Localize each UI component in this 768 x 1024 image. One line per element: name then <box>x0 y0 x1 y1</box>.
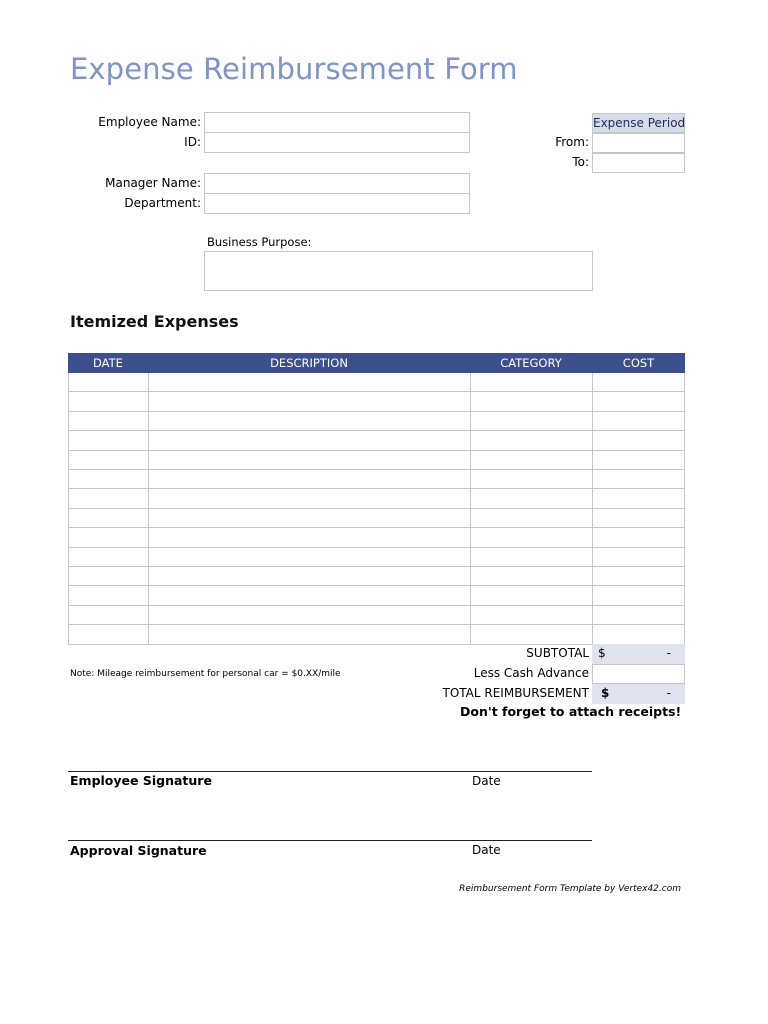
total-value: - <box>666 686 671 700</box>
subtotal-cell <box>592 644 685 664</box>
approval-date-label: Date <box>472 843 501 857</box>
approval-signature-line[interactable] <box>68 840 592 841</box>
page-title: Expense Reimbursement Form <box>70 52 518 86</box>
total-currency: $ <box>601 686 610 700</box>
business-purpose-label: Business Purpose: <box>207 235 312 249</box>
column-divider <box>592 373 593 645</box>
period-from-label: From: <box>555 135 589 149</box>
employee-signature-label: Employee Signature <box>70 773 212 788</box>
manager-name-field[interactable] <box>204 173 470 194</box>
employee-id-field[interactable] <box>204 132 470 153</box>
employee-name-label: Employee Name: <box>98 115 201 129</box>
receipts-reminder: Don't forget to attach receipts! <box>460 704 682 719</box>
cash-advance-label: Less Cash Advance <box>473 666 589 680</box>
employee-signature-line[interactable] <box>68 771 592 772</box>
cash-advance-field[interactable] <box>592 664 685 684</box>
employee-name-field[interactable] <box>204 112 470 133</box>
subtotal-label: SUBTOTAL <box>526 646 589 660</box>
department-label: Department: <box>124 196 201 210</box>
employee-date-label: Date <box>472 774 501 788</box>
column-divider <box>148 373 149 645</box>
template-credit: Reimbursement Form Template by Vertex42.com <box>459 884 681 894</box>
itemized-expenses-heading: Itemized Expenses <box>70 312 239 331</box>
column-divider <box>470 373 471 645</box>
column-description: DESCRIPTION <box>270 356 348 370</box>
approval-signature-label: Approval Signature <box>70 843 207 858</box>
period-to-field[interactable] <box>592 153 685 173</box>
expenses-table-header <box>68 353 685 373</box>
column-category: CATEGORY <box>500 356 562 370</box>
mileage-note: Note: Mileage reimbursement for personal car = $0.XX/mile <box>70 669 341 679</box>
expense-period-header: Expense Period <box>592 113 685 133</box>
total-reimbursement-cell <box>592 684 685 704</box>
business-purpose-field[interactable] <box>204 251 593 291</box>
column-cost: COST <box>622 356 655 370</box>
department-field[interactable] <box>204 193 470 214</box>
subtotal-currency: $ <box>598 646 606 660</box>
manager-name-label: Manager Name: <box>105 176 201 190</box>
subtotal-value: - <box>666 646 671 660</box>
period-to-label: To: <box>572 155 589 169</box>
employee-id-label: ID: <box>184 135 201 149</box>
period-from-field[interactable] <box>592 133 685 153</box>
total-reimbursement-label: TOTAL REIMBURSEMENT <box>442 686 589 700</box>
column-date: DATE <box>93 356 123 370</box>
